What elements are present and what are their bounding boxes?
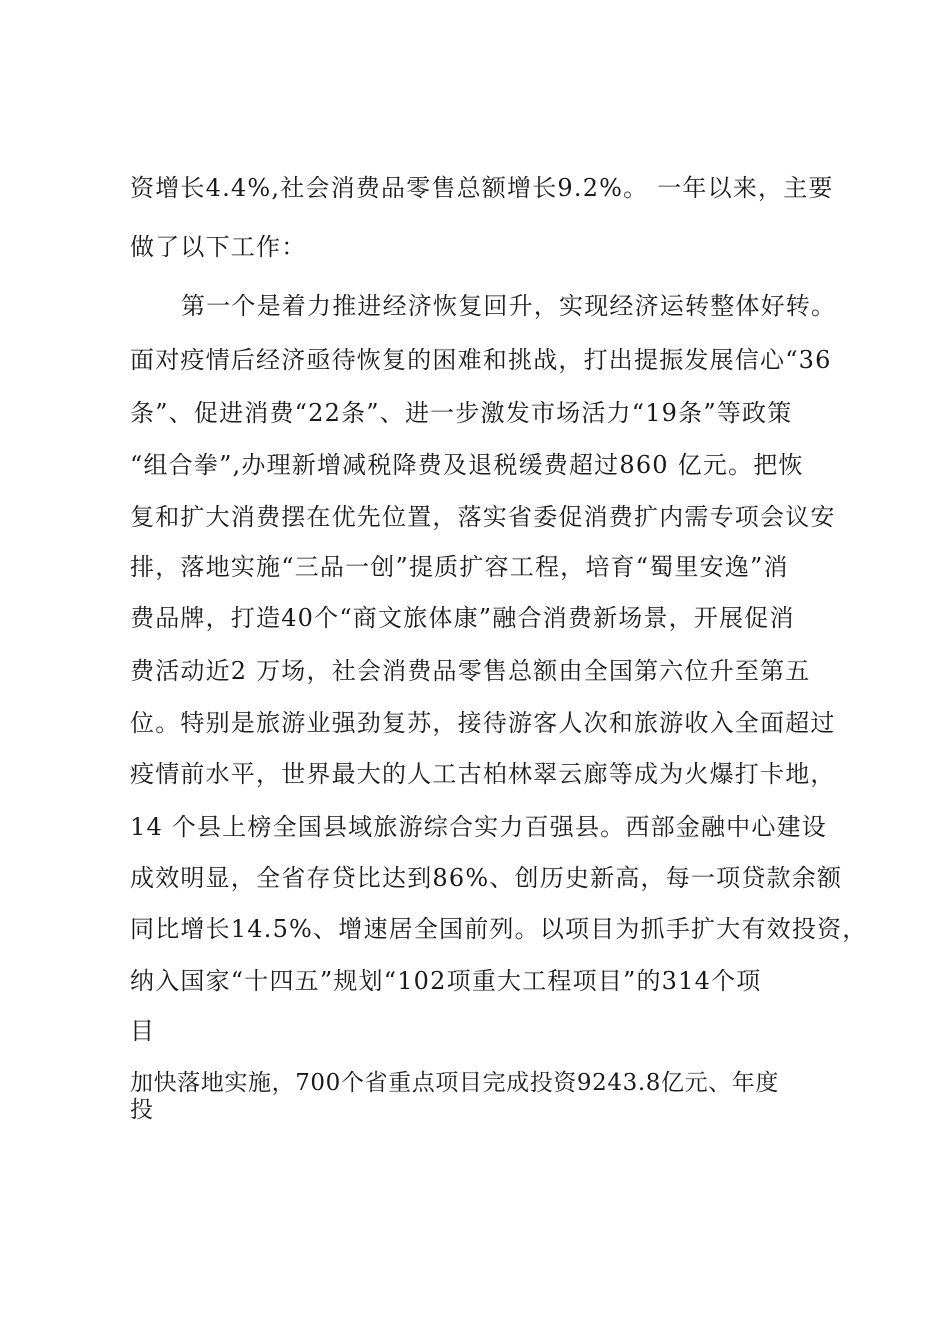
text-line: 排，落地实施“三品一创”提质扩容工程，培育“蜀里安逸”消 <box>130 553 789 581</box>
text-line: 疫情前水平，世界最大的人工古柏林翠云廊等成为火爆打卡地， <box>130 760 836 788</box>
text-line: 纳入国家“十四五”规划“102项重大工程项目”的314个项 <box>130 967 762 995</box>
text-line: 位。特别是旅游业强劲复苏，接待游客人次和旅游收入全面超过 <box>130 709 836 737</box>
text-line: 复和扩大消费摆在优先位置，落实省委促消费扩内需专项会议安 <box>130 503 836 531</box>
text-line: 成效明显，全省存贷比达到86%、创历史新高，每一项贷款余额 <box>130 864 843 892</box>
text-line: 同比增长14.5%、增速居全国前列。以项目为抓手扩大有效投资， <box>130 915 868 943</box>
text-line: 投 <box>130 1097 154 1123</box>
text-line: 14 个县上榜全国县域旅游综合实力百强县。西部金融中心建设 <box>130 813 827 841</box>
text-line: 目 <box>130 1017 156 1045</box>
text-line: 资增长4.4%,社会消费品零售总额增长9.2%。 一年以来，主要 <box>130 174 834 202</box>
text-line: 费品牌，打造40个“商文旅体康”融合消费新场景，开展促消 <box>130 604 795 632</box>
text-line: “组合拳”,办理新增减税降费及退税缓费超过860 亿元。把恢 <box>130 451 804 479</box>
text-line: 条”、促进消费“22条”、进一步激发市场活力“19条”等政策 <box>130 399 793 427</box>
text-line: 费活动近2 万场，社会消费品零售总额由全国第六位升至第五 <box>130 657 811 685</box>
text-line: 加快落地实施，700个省重点项目完成投资9243.8亿元、年度 <box>130 1070 779 1096</box>
text-line: 做了以下工作： <box>130 233 307 261</box>
text-line: 面对疫情后经济亟待恢复的困难和挑战，打出提振发展信心“36 <box>130 346 832 374</box>
paragraph-first-line: 第一个是着力推进经济恢复回升，实现经济运转整体好转。 <box>181 292 837 320</box>
